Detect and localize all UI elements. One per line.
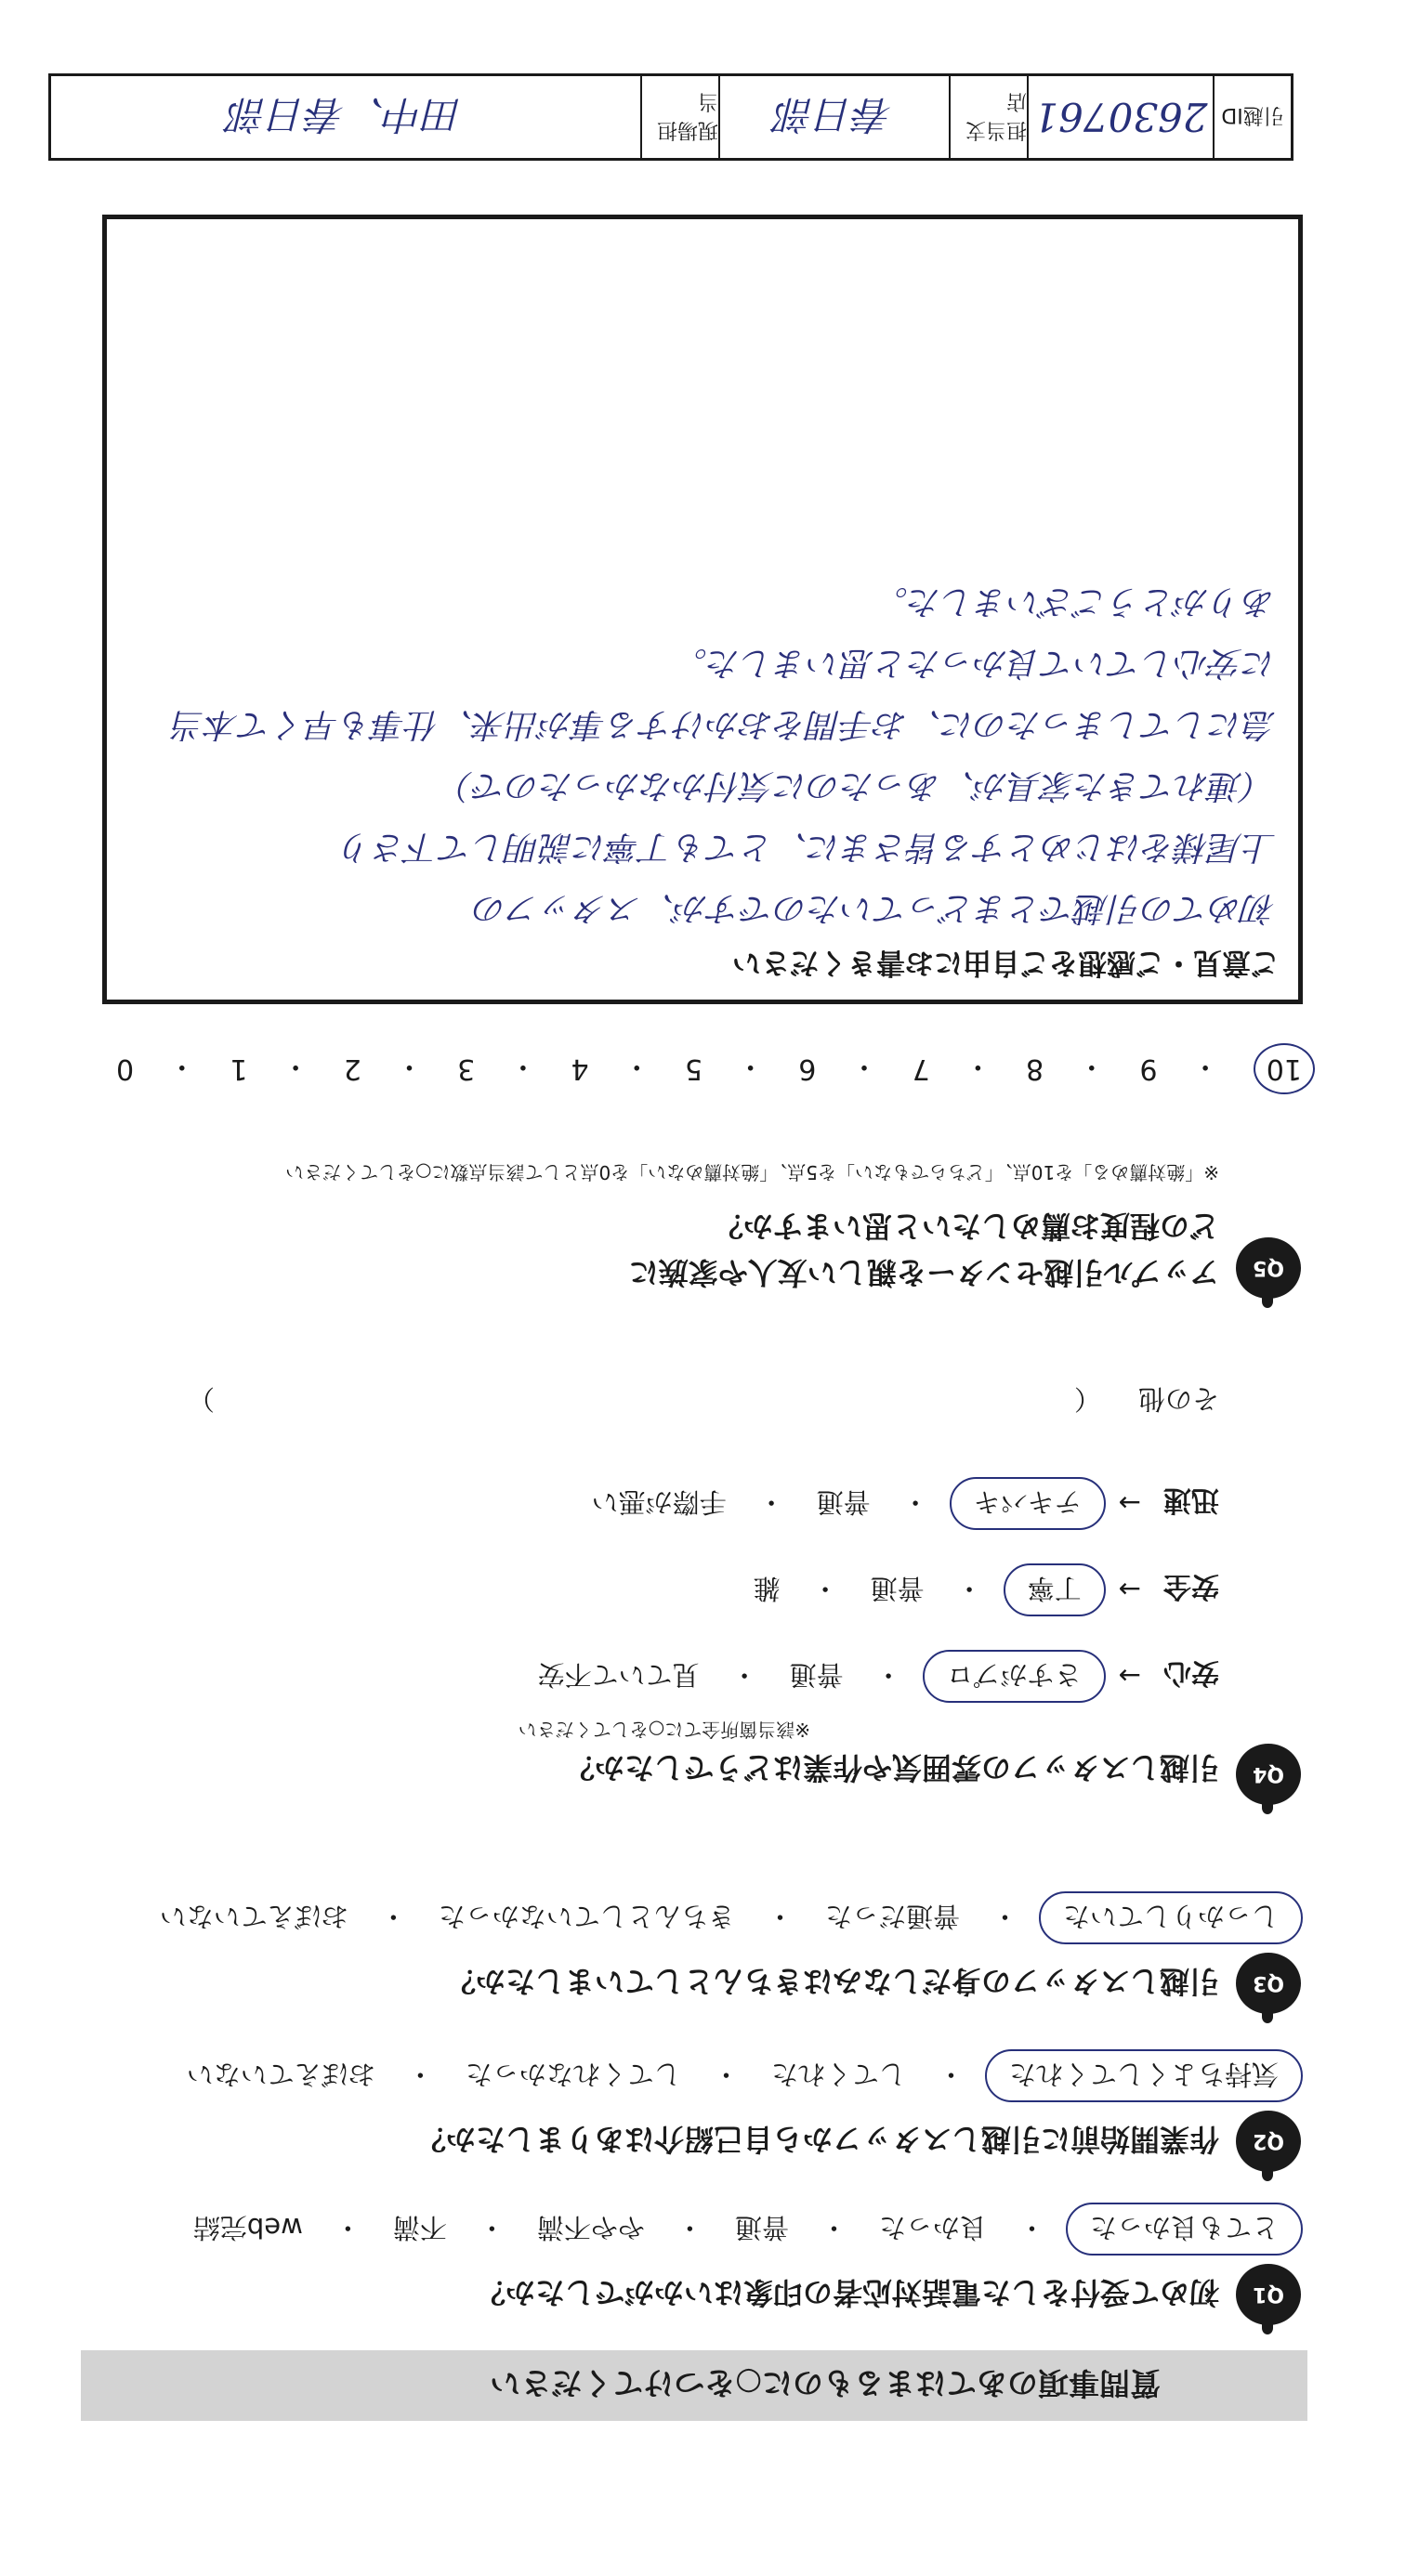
branch-value: 春日部 xyxy=(718,76,949,158)
q4-note: ※該当箇所全てに○をしてください xyxy=(518,1719,810,1741)
leader-value: 田中、春日部 xyxy=(229,92,464,137)
q1-option[interactable]: 普通 xyxy=(734,2212,789,2243)
branch-label: 担当支店 xyxy=(949,76,1027,158)
id-label: 引越ID xyxy=(1213,76,1291,158)
q3-option[interactable]: しっかりしていた xyxy=(1039,1891,1303,1944)
q1-option[interactable]: やや不満 xyxy=(536,2212,645,2243)
scale-option[interactable]: 10 xyxy=(1254,1044,1315,1095)
q2-option[interactable]: してくれた xyxy=(770,2059,906,2090)
q3-question: 引越しスタッフの身だしなみはきちんとしていましたか？ xyxy=(445,1964,1219,1999)
q3-option[interactable]: 普通だった xyxy=(824,1901,960,1932)
q4-other-close: ） xyxy=(188,1383,216,1415)
q1-badge: Q1 xyxy=(1236,2264,1301,2325)
arrow-icon: → xyxy=(1118,1487,1141,1520)
q4-option[interactable]: 普通 xyxy=(816,1486,871,1518)
comment-line: ありがとうございました。 xyxy=(873,582,1276,621)
q5-question-line2: どの程度お薦めしたいと思いますか？ xyxy=(713,1209,1219,1244)
q2-badge: Q2 xyxy=(1236,2111,1301,2172)
q1-options: とても良かった ・ 良かった ・ 普通 ・ やや不満 ・ 不満 ・ web完結 xyxy=(182,2203,1303,2256)
q4-row-label: 迅速 xyxy=(1163,1484,1219,1517)
q2-options: 気持ちよくしてくれた ・ してくれた ・ してくれなかった ・ おぼえていない xyxy=(176,2049,1303,2102)
q4-option[interactable]: 手際が悪い xyxy=(591,1486,727,1518)
leader-label: 現場担当 xyxy=(640,76,718,158)
handwritten-comment xyxy=(114,570,1276,938)
comment-line: （連れてきた家具が、あったのに気付かなかったので） xyxy=(440,766,1276,804)
q5-note: ※「絶対薦める」を10点、「どちらでもない」を5点、「絶対薦めない」を0点として該当点数に○をしてください xyxy=(285,1161,1219,1183)
q4-other-label: その他 xyxy=(1137,1383,1219,1415)
q2-option[interactable]: おぼえていない xyxy=(186,2059,375,2090)
q4-row-anzen: 安全 → 丁寧 ・ 普通 ・ 雑 xyxy=(742,1563,1219,1616)
instruction-banner: 質問事項のあてはまるものに○をつけてください xyxy=(81,2350,1307,2421)
scale-option[interactable]: 3 xyxy=(457,1053,476,1086)
q4-row-anshin: 安心 → さすがプロ ・ 普通 ・ 見ていて不安 xyxy=(527,1650,1219,1703)
id-value: 2630761 xyxy=(1027,76,1213,158)
comment-line: 初めての引越でとまどっていたのですが、スタッフの xyxy=(473,889,1276,927)
q5-question-line1: アップル引越センターを親しい友人や家族に xyxy=(628,1255,1219,1290)
scale-option[interactable]: 5 xyxy=(684,1053,703,1086)
q1-option[interactable]: とても良かった xyxy=(1066,2203,1303,2256)
q2-question: 作業開始前に引越しスタッフから自己紹介はありましたか？ xyxy=(415,2122,1219,2157)
scale-option[interactable]: 4 xyxy=(571,1053,589,1086)
q4-option[interactable]: テキパキ xyxy=(950,1477,1106,1530)
q1-question: 初めて受付をした電話対応者の印象はいかがでしたか？ xyxy=(475,2275,1219,2310)
q3-options: しっかりしていた ・ 普通だった ・ きちんとしていなかった ・ おぼえていない xyxy=(149,1891,1303,1944)
arrow-icon: → xyxy=(1118,1660,1141,1693)
q2-option[interactable]: してくれなかった xyxy=(465,2059,681,2090)
q4-question: 引越しスタッフの雰囲気や作業はどうでしたか？ xyxy=(564,1750,1219,1785)
arrow-icon: → xyxy=(1118,1574,1141,1606)
q1-option[interactable]: 不満 xyxy=(392,2212,447,2243)
q4-option[interactable]: 雑 xyxy=(753,1573,781,1604)
q4-option[interactable]: 普通 xyxy=(789,1659,844,1691)
comment-box[interactable] xyxy=(102,215,1303,1004)
scale-option[interactable]: 0 xyxy=(116,1053,135,1086)
comment-line: に安心していて良かったと思いました。 xyxy=(673,644,1276,682)
q5-badge: Q5 xyxy=(1236,1237,1301,1299)
q5-scale: 10 ・ 9 ・ 8 ・ 7 ・ 6 ・ 5 ・ 4 ・ 3 ・ 2 ・ 1 ・ 0 xyxy=(116,1040,1315,1099)
q4-row-jinsoku: 迅速 → テキパキ ・ 普通 ・ 手際が悪い xyxy=(581,1477,1219,1530)
scale-option[interactable]: 8 xyxy=(1026,1053,1044,1086)
q3-badge: Q3 xyxy=(1236,1953,1301,2014)
q4-row-label: 安心 xyxy=(1163,1656,1219,1690)
q4-option[interactable]: 見ていて不安 xyxy=(537,1659,700,1691)
scale-option[interactable]: 2 xyxy=(343,1053,361,1086)
comment-line: 上尾様をはじめとする皆さまに、とても丁寧に説明して下さり xyxy=(338,828,1276,866)
q2-option[interactable]: 気持ちよくしてくれた xyxy=(985,2049,1303,2102)
q4-option[interactable]: 丁寧 xyxy=(1004,1563,1106,1616)
comment-line: 急にしてしまったのに、お手間をおかけする事が出来、仕事も早くて本当 xyxy=(171,705,1276,743)
scale-option[interactable]: 6 xyxy=(798,1053,817,1086)
q4-other-open: （ xyxy=(1073,1383,1101,1415)
scale-option[interactable]: 7 xyxy=(912,1053,930,1086)
q1-option[interactable]: web完結 xyxy=(192,2212,303,2243)
q4-badge: Q4 xyxy=(1236,1744,1301,1805)
q4-row-label: 安全 xyxy=(1163,1570,1219,1603)
scale-option[interactable]: 1 xyxy=(230,1053,248,1086)
q4-option[interactable]: 普通 xyxy=(870,1573,925,1604)
scale-option[interactable]: 9 xyxy=(1139,1053,1158,1086)
q3-option[interactable]: おぼえていない xyxy=(159,1901,348,1932)
staff-info-table xyxy=(48,73,1293,161)
q4-other-row xyxy=(188,1381,1219,1419)
q4-option[interactable]: さすがプロ xyxy=(923,1650,1106,1703)
q1-option[interactable]: 良かった xyxy=(878,2212,987,2243)
q3-option[interactable]: きちんとしていなかった xyxy=(438,1901,735,1932)
comment-title: ご意見・ご感想をご自由にお書きください xyxy=(732,946,1280,979)
